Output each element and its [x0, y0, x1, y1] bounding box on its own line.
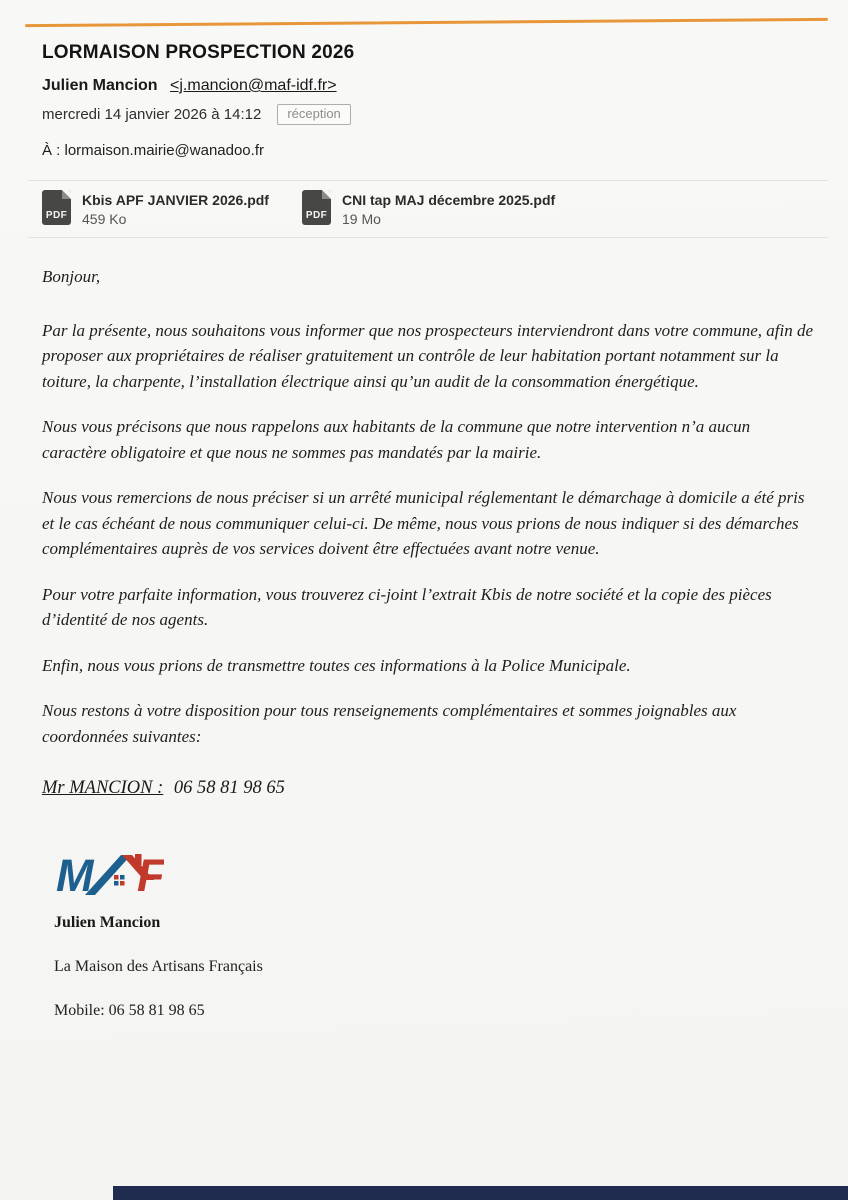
- svg-text:M: M: [56, 849, 94, 901]
- signature-company: La Maison des Artisans Français: [54, 957, 263, 975]
- attachment-filesize: 459 Ko: [82, 211, 127, 227]
- reception-badge[interactable]: réception: [277, 104, 350, 125]
- paragraph-arrete-municipal: Nous vous remercions de nous préciser si un arrêté municipal réglementant le démarchage à domicile a été pris et le cas échéant de nous communiquer celui-ci. De même, nous vous prions de nous indiquer si des démarches complémentaires auprès de vos services doivent être effectuées avant notre venue.: [42, 488, 805, 558]
- paragraph-police: Enfin, nous vous prions de transmettre toutes ces informations à la Police Municipale.: [42, 655, 631, 675]
- email-subject: LORMAISON PROSPECTION 2026: [42, 42, 355, 63]
- pdf-file-icon: [42, 190, 71, 225]
- attachment-kbis[interactable]: [42, 190, 302, 227]
- email-body: [42, 264, 814, 1023]
- bottom-scan-edge-bar: [113, 1186, 848, 1200]
- pdf-icon-label: PDF: [45, 210, 68, 221]
- paragraph-disposition: Nous restons à votre disposition pour tous renseignements complémentaires et sommes joignables aux coordonnées suivantes:: [42, 701, 737, 746]
- svg-text:F: F: [137, 849, 164, 901]
- attachments-row: [28, 180, 828, 238]
- attachment-filename: CNI tap MAJ décembre 2025.pdf: [342, 192, 556, 208]
- recipient-line: À : lormaison.mairie@wanadoo.fr: [42, 142, 264, 159]
- contact-name: Mr MANCION :: [42, 778, 164, 798]
- attachment-meta: [342, 190, 555, 227]
- attachment-meta: [82, 190, 269, 227]
- pdf-icon-label: PDF: [305, 210, 328, 221]
- paragraph-non-obligatoire: Nous vous précisons que nous rappelons aux habitants de la commune que notre intervention n’a aucun caractère obligatoire et que nous ne sommes pas mandatés par la mairie.: [42, 417, 751, 462]
- date-line: [42, 104, 820, 125]
- signature-block: [42, 849, 814, 1023]
- sender-email-link[interactable]: <j.mancion@maf-idf.fr>: [170, 77, 337, 94]
- signature-mobile: Mobile: 06 58 81 98 65: [54, 1001, 205, 1019]
- paragraph-intervention: Par la présente, nous souhaitons vous informer que nos prospecteurs interviendront dans votre commune, afin de proposer aux propriétaires de réaliser gratuitement un contrôle de leur habitation portant notamment sur la toiture, la charpente, l’installation électrique ainsi qu’un audit de la consommation énergétique.: [42, 320, 814, 391]
- contact-phone: 06 58 81 98 65: [173, 778, 285, 798]
- maf-logo-icon: [56, 849, 164, 903]
- sender-line: [42, 77, 820, 95]
- email-date: mercredi 14 janvier 2026 à 14:12: [42, 106, 262, 123]
- attachment-filename: Kbis APF JANVIER 2026.pdf: [82, 192, 269, 208]
- signature-name: Julien Mancion: [54, 913, 161, 931]
- attachment-cni[interactable]: [302, 190, 562, 227]
- greeting: Bonjour,: [42, 267, 101, 286]
- attachment-filesize: 19 Mo: [342, 211, 381, 227]
- pdf-file-icon: [302, 190, 331, 225]
- paragraph-kbis: Pour votre parfaite information, vous trouverez ci-joint l’extrait Kbis de notre société et la copie des pièces d’identité de nos agents.: [42, 584, 772, 629]
- contact-line: [42, 775, 814, 803]
- sender-name: Julien Mancion: [42, 77, 158, 94]
